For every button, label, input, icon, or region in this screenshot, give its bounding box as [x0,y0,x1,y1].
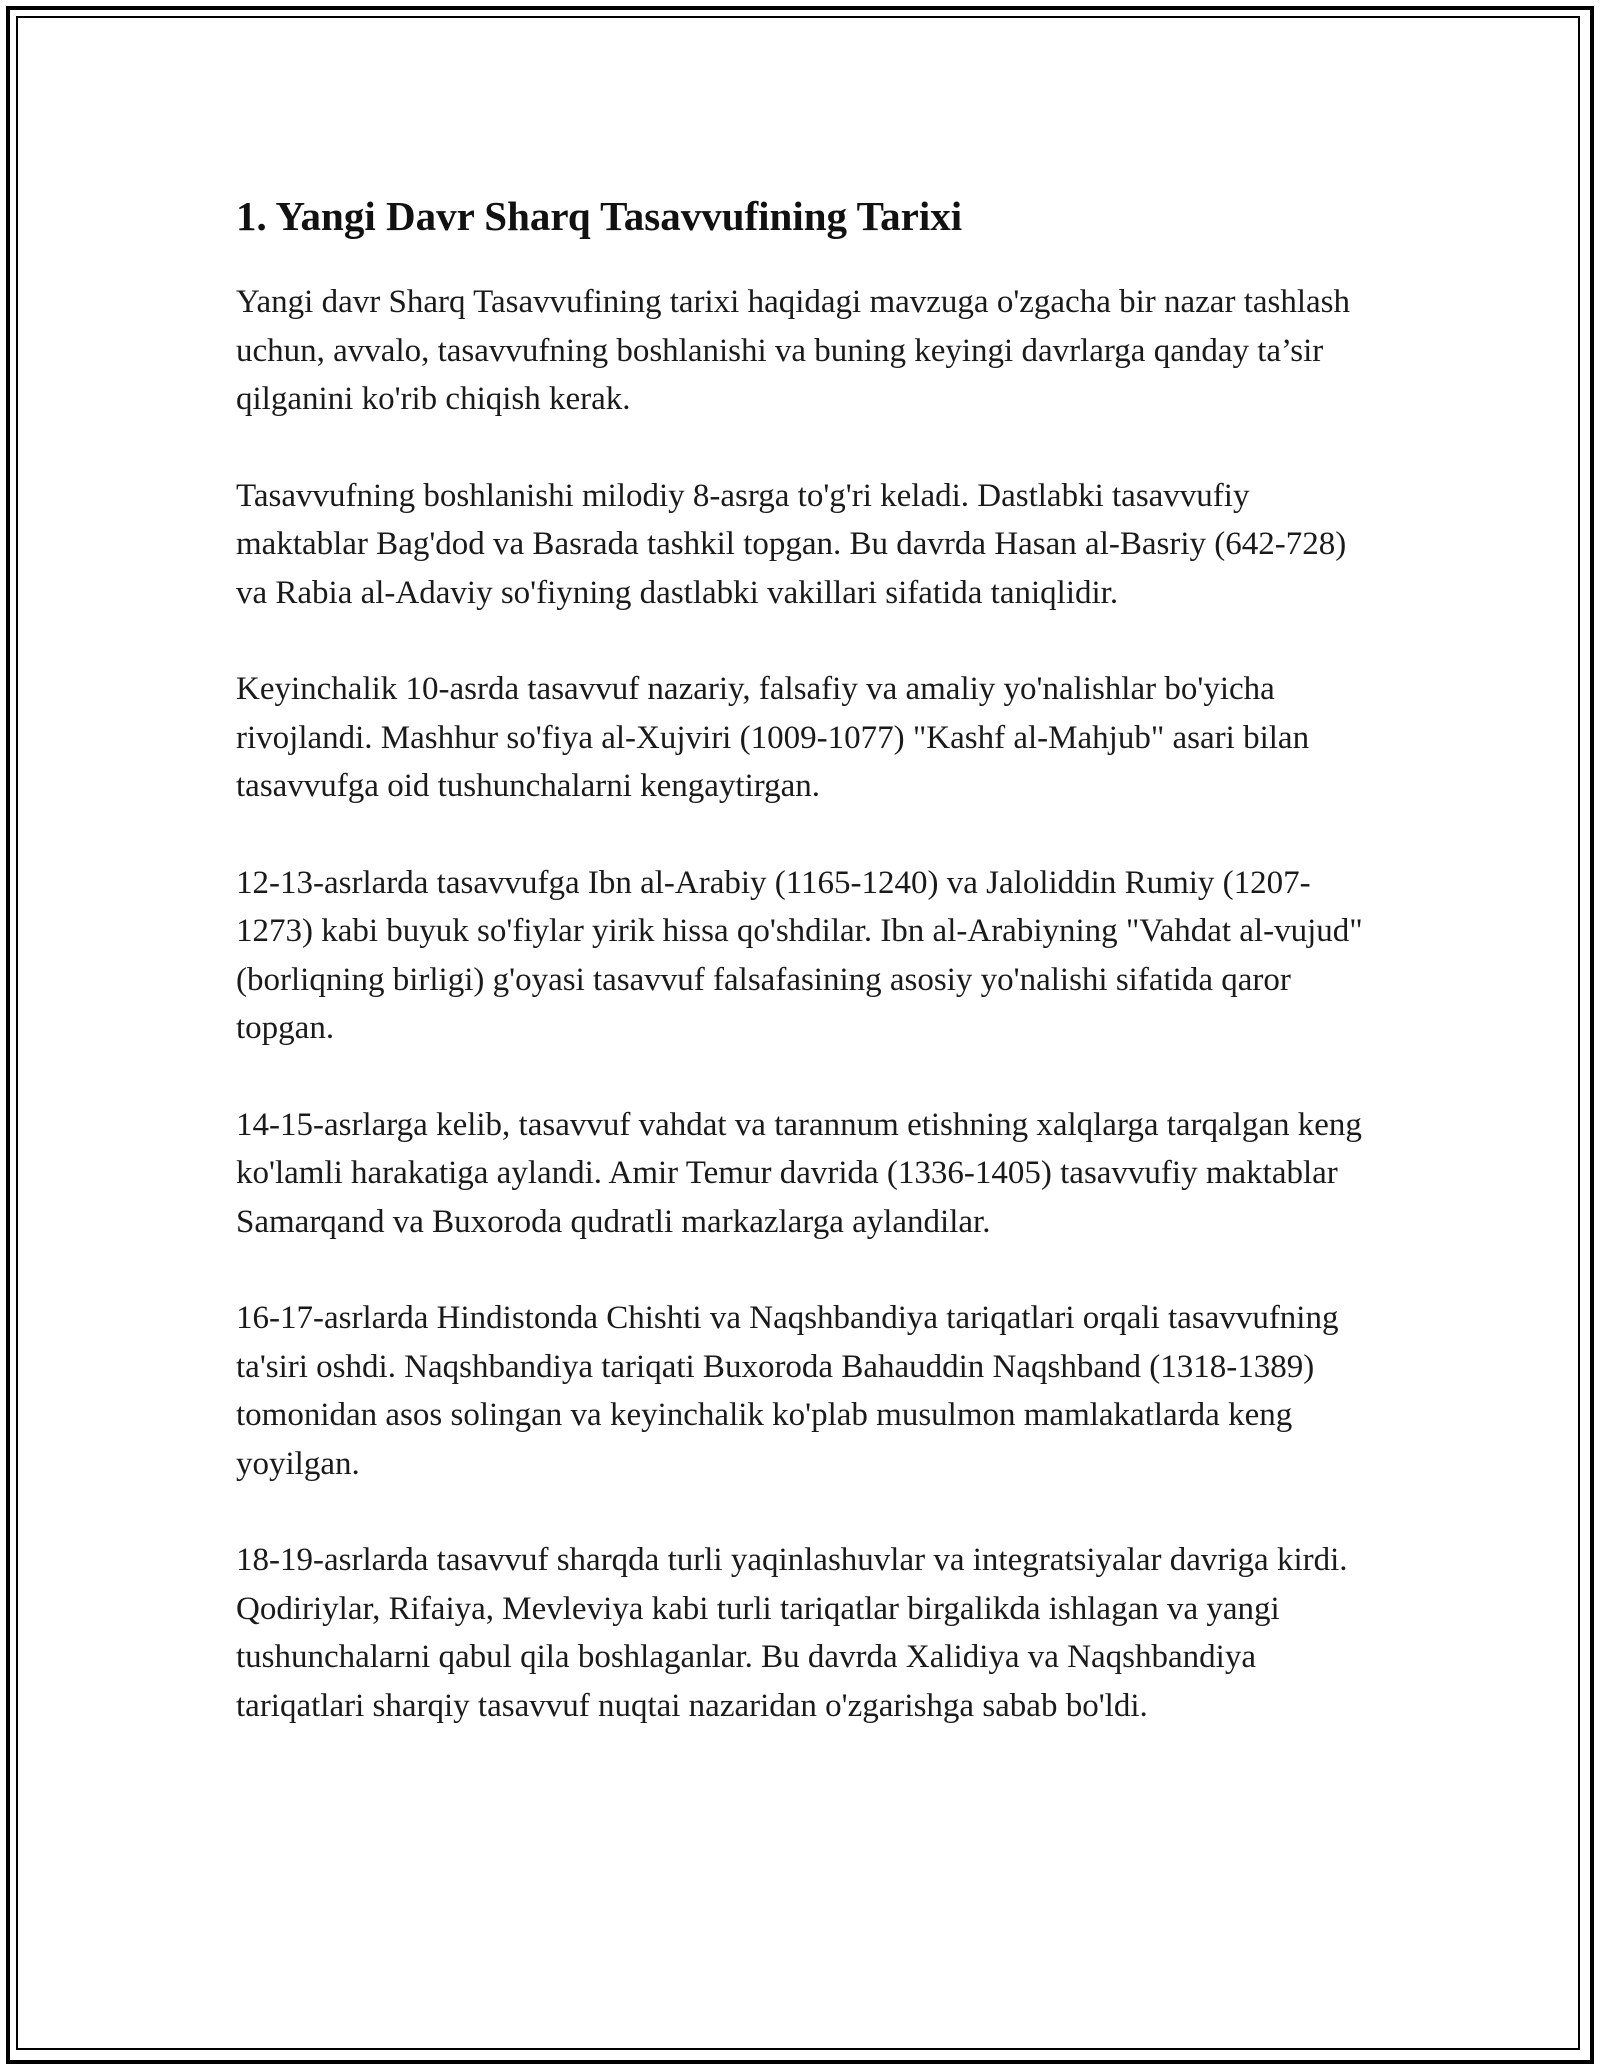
paragraph-14-15th-centuries: 14-15-asrlarga kelib, tasavvuf vahdat va tarannum etishning xalqlarga tarqalgan keng ko'lamli harakatiga aylandi. Amir Temur davrida (1336-1405) tasavvufiy maktablar Samarqand va Buxoroda qudratli markazlarga aylandilar. [236,1106,1362,1240]
document-body [236,184,1376,1778]
paragraph-18-19th-centuries: 18-19-asrlarda tasavvuf sharqda turli yaqinlashuvlar va integratsiyalar davriga kirdi. Qodiriylar, Rifaiya, Mevleviya kabi turli tariqatlar birgalikda ishlagan va yangi tushunchalarni qabul qila boshlaganlar. Bu davrda Xalidiya va Naqshbandiya tariqatlari sharqiy tasavvuf nuqtai nazaridan o'zgarishga sabab bo'ldi. [236,1542,1348,1724]
document-title: 1. Yangi Davr Sharq Tasavvufining Tarixi [236,193,963,239]
paragraph-10th-century: Keyinchalik 10-asrda tasavvuf nazariy, falsafiy va amaliy yo'nalishlar bo'yicha rivojlandi. Mashhur so'fiya al-Xujviri (1009-1077) "Kashf al-Mahjub" asari bilan tasavvufga oid tushunchalarni kengaytirgan. [236,671,1310,804]
paragraph-12-13th-centuries: 12-13-asrlarda tasavvufga Ibn al-Arabiy (1165-1240) va Jaloliddin Rumiy (1207-1273) kabi buyuk so'fiylar yirik hissa qo'shdilar. Ibn al-Arabiyning "Vahdat al-vujud" (borliqning birligi) g'oyasi tasavvuf falsafasining asosiy yo'nalishi sifatida qaror topgan. [236,864,1363,1046]
paragraph-8th-century: Tasavvufning boshlanishi milodiy 8-asrga to'g'ri keladi. Dastlabki tasavvufiy maktablar Bag'dod va Basrada tashkil topgan. Bu davrda Hasan al-Basriy (642-728) va Rabia al-Adaviy so'fiyning dastlabki vakillari sifatida taniqlidir. [236,477,1347,611]
paragraph-intro: Yangi davr Sharq Tasavvufining tarixi haqidagi mavzuga o'zgacha bir nazar tashlash uchun, avvalo, tasavvufning boshlanishi va buning keyingi davrlarga qanday ta’sir qilganini ko'rib chiqish kerak. [236,284,1351,417]
paragraph-16-17th-centuries: 16-17-asrlarda Hindistonda Chishti va Naqshbandiya tariqatlari orqali tasavvufning ta'siri oshdi. Naqshbandiya tariqati Buxoroda Bahauddin Naqshband (1318-1389) tomonidan asos solingan va keyinchalik ko'plab musulmon mamlakatlarda keng yoyilgan. [236,1300,1339,1482]
